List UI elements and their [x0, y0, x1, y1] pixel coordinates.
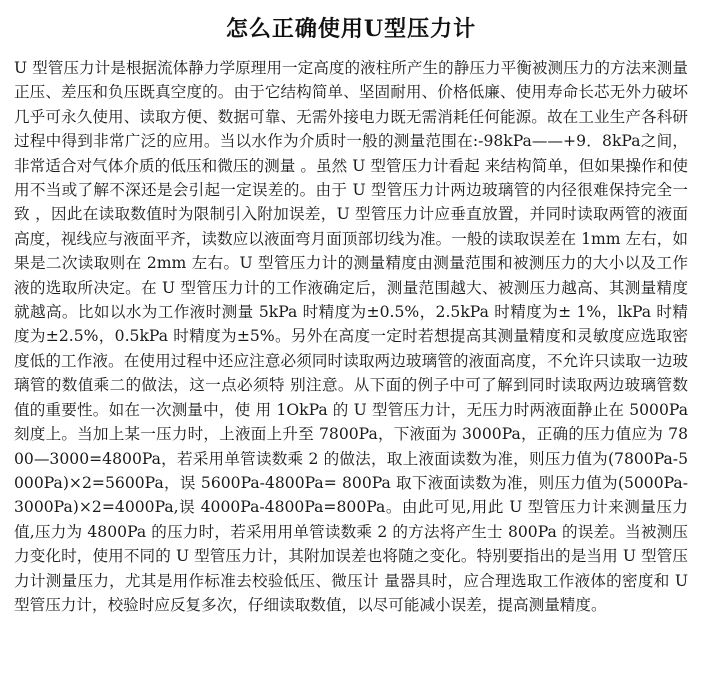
document-body: U 型管压力计是根据流体静力学原理用一定高度的液柱所产生的静压力平衡被测压力的方法来测量正压、差压和负压既真空度的。由于它结构简单、坚固耐用、价格低廉、使用寿命长芯无外力破坏几乎可永久使用、读取方便、数据可靠、无需外接电力既无需消耗任何能源。故在工业生产各科研过程中得到非常广泛的应用。当以水作为介质时一般的测量范围在:-98kPa——+9．8kPa之间，非常适合对气体介质的低压和微压的测量 。虽然 U 型管压力计看起 来结构简单，但如果操作和使用不当或了解不深还是会引起一定误差的。由于 U 型管压力计两边玻璃管的内径很难保持完全一致 ，因此在读取数值时为限制引入附加误差，U 型管压力计应垂直放置，并同时读取两管的液面高度，视线应与液面平齐，读数应以液面弯月面顶部切线为准。一般的读取误差在 1mm 左右，如果是二次读取则在 2mm 左右。U 型管压力计的测量精度由测量范围和被测压力的大小以及工作液的选取所决定。在 U 型管压力计的工作液确定后，测量范围越大、被测压力越高、其测量精度就越高。比如以水为工作液时测量 5kPa 时精度为±0.5%，2.5kPa 时精度为± 1%，lkPa 时精度为±2.5%，0.5kPa 时精度为±5%。另外在高度一定时若想提高其测量精度和灵敏度应选取密度低的工作液。在使用过程中还应注意必须同时读取两边玻璃管的液面高度，不允许只读取一边玻璃管的数值乘二的做法，这一点必须特 别注意。从下面的例子中可了解到同时读取两边玻璃管数值的重要性。如在一次测量中，使 用 1OkPa 的 U 型管压力计，无压力时两液面静止在 5000Pa 刻度上。当加上某一压力时，上液面上升至 7800Pa，下液面为 3000Pa，正确的压力值应为 7800—3000=4800Pa，若采用单管读数乘 2 的做法，取上液面读数为准，则压力值为(7800Pa-5000Pa)×2=5600Pa，误 5600Pa-4800Pa= 800Pa 取下液面读数为准，则压力值为(5000Pa-3000Pa)×2=4000Pa,误 4000Pa-4800Pa=800Pa。由此可见,用此 U 型管压力计来测量压力值,压力为 4800Pa 的压力时，若采用用单管读数乘 2 的方法将产生士 800Pa 的误差。当被测压力变化时，使用不同的 U 型管压力计，其附加误差也将随之变化。特别要指出的是当用 U 型管压力计测量压力，尤其是用作标准去校验低压、微压计 量器具时，应合理选取工作液体的密度和 U 型管压力计，校验时应反复多次，仔细读取数值，以尽可能减小误差，提高测量精度。 — [14, 59, 688, 614]
document-title: 怎么正确使用U型压力计 — [225, 16, 477, 42]
